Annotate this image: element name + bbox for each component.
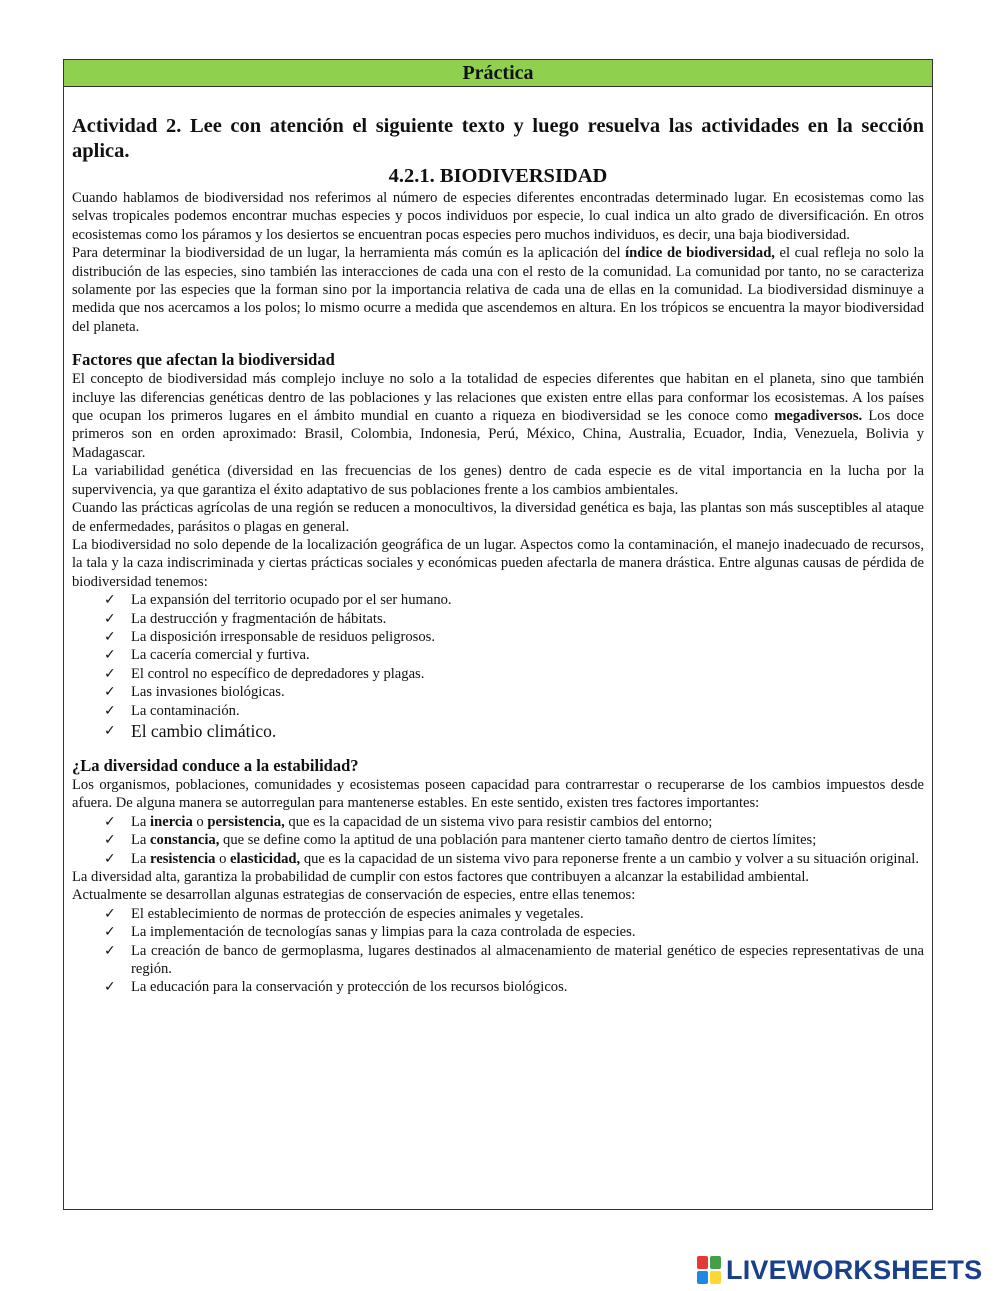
check-icon: ✓ [104, 610, 116, 627]
check-icon: ✓ [104, 942, 116, 959]
list-item: ✓ La contaminación. [104, 702, 240, 719]
stability-paragraph-3: Actualmente se desarrollan algunas estrategias de conservación de especies, entre ellas tenemos: [72, 887, 636, 904]
check-icon: ✓ [104, 592, 116, 609]
check-icon: ✓ [104, 628, 116, 645]
practice-header: Práctica [64, 60, 932, 87]
intro-paragraph-1: Cuando hablamos de biodiversidad nos referimos al número de especies diferentes encontradas determinado lugar. En ecosistemas como las selvas tropicales podemos encontrar muchas especies y pocos individuos por especie, lo cual indica un alto grado de diversificación. En otros ecosistemas como los páramos y los desiertos se encuentran pocas especies pero muchos individuos, es decir, una baja biodiversidad. [72, 190, 924, 243]
list-item: ✓ La expansión del territorio ocupado por el ser humano. [104, 592, 452, 609]
factors-paragraph-3: Cuando las prácticas agrícolas de una región se reducen a monocultivos, la diversidad genética es baja, las plantas son más susceptibles al ataque de enfermedades, parásitos o plagas en general. [72, 500, 924, 535]
list-item: ✓ La implementación de tecnologías sanas y limpias para la caza controlada de especies. [104, 924, 636, 941]
list-item: ✓ La inercia o persistencia, que es la capacidad de un sistema vivo para resistir cambios del entorno; [104, 813, 713, 830]
megadiverse-term: megadiversos. [774, 408, 863, 425]
list-item: ✓ La constancia, que se define como la aptitud de una población para mantener cierto tamaño dentro de ciertos límites; [104, 832, 817, 849]
intro-paragraph-2: Para determinar la biodiversidad de un lugar, la herramienta más común es la aplicación del índice de biodiversidad, el cual refleja no solo la distribución de las especies, sino también las interacciones de cada una con el resto de la comunidad. La comunidad por tanto, no se caracteriza solamente por las especies que la forman sino por la importancia relativa de cada una de ellas en la comunidad. La biodiversidad disminuye a medida que nos acercamos a los polos; lo mismo ocurre a medida que ascendemos en altura. En los trópicos se encuentra la mayor biodiversidad del planeta. [72, 245, 924, 335]
check-icon: ✓ [104, 665, 116, 682]
logo-block [710, 1271, 721, 1284]
biodiversity-index-term: índice de biodiversidad, [625, 245, 775, 262]
factors-paragraph-2: La variabilidad genética (diversidad en las frecuencias de los genes) dentro de cada especie es de vital importancia en la lucha por la supervivencia, ya que garantiza el éxito adaptativo de sus poblaciones frente a los cambios ambientales. [72, 463, 924, 498]
stability-factors-list [72, 813, 924, 868]
list-item: ✓ El establecimiento de normas de protección de especies animales y vegetales. [104, 905, 584, 922]
check-icon: ✓ [104, 832, 116, 849]
logo-block [697, 1271, 708, 1284]
list-item: ✓ La creación de banco de germoplasma, lugares destinados al almacenamiento de material genético de especies representativas de una región. [104, 942, 924, 978]
stability-paragraph-2: La diversidad alta, garantiza la probabilidad de cumplir con estos factores que contribuyen a alcanzar la estabilidad ambiental. [72, 869, 810, 885]
activity-title: Actividad 2. Lee con atención el siguiente texto y luego resuelva las actividades en la sección aplica. [72, 115, 924, 162]
list-item: ✓ La resistencia o elasticidad, que es la capacidad de un sistema vivo para reponerse frente a un cambio y volver a su situación original. [104, 850, 919, 867]
stability-heading: ¿La diversidad conduce a la estabilidad? [72, 755, 359, 775]
biodiversity-loss-causes-list [72, 591, 924, 742]
factors-heading: Factores que afectan la biodiversidad [72, 350, 335, 370]
stability-paragraph-1: Los organismos, poblaciones, comunidades y ecosistemas poseen capacidad para contrarrestar o recuperarse de los cambios impuestos desde afuera. De alguna manera se autorregulan para mantenerse estables. En este sentido, existen tres factores importantes: [72, 776, 924, 812]
list-item: ✓ La disposición irresponsable de residuos peligrosos. [104, 628, 435, 645]
check-icon: ✓ [104, 702, 116, 719]
check-icon: ✓ [104, 722, 116, 739]
list-item: ✓ Las invasiones biológicas. [104, 684, 285, 701]
logo-blocks-icon [697, 1256, 721, 1284]
factors-paragraph-4: La biodiversidad no solo depende de la localización geográfica de un lugar. Aspectos como la contaminación, el manejo inadecuado de recursos, la tala y la caza indiscriminada y ciertas prácticas sociales y económicas pueden afectarla de manera drástica. Entre algunas causas de pérdida de biodiversidad tenemos: [72, 536, 924, 590]
section-title: 4.2.1. BIODIVERSIDAD [388, 165, 608, 187]
check-icon: ✓ [104, 924, 116, 941]
check-icon: ✓ [104, 850, 116, 867]
check-icon: ✓ [104, 979, 116, 996]
check-icon: ✓ [104, 684, 116, 701]
list-item: ✓ La cacería comercial y furtiva. [104, 647, 310, 664]
list-item: ✓ El control no específico de depredadores y plagas. [104, 665, 425, 682]
list-item: ✓ La educación para la conservación y protección de los recursos biológicos. [104, 979, 568, 996]
check-icon: ✓ [104, 905, 116, 922]
factors-paragraph-1: El concepto de biodiversidad más complejo incluye no solo a la totalidad de especies diferentes que habitan en el planeta, sino que también incluye las diferencias genéticas dentro de las poblaciones y las relaciones que existen entre ellas para conformar los ecosistemas. A los países que ocupan los primeros lugares en el ámbito mundial en cuanto a riqueza en biodiversidad se les conoce como megadiversos. Los doce primeros son en orden aproximado: Brasil, Colombia, Indonesia, Perú, México, China, Australia, Ecuador, India, Venezuela, Bolivia y Madagascar. [72, 371, 924, 461]
conservation-strategies-list [72, 905, 924, 997]
worksheet-frame [63, 59, 933, 1210]
check-icon: ✓ [104, 647, 116, 664]
list-item: ✓ El cambio climático. [104, 720, 277, 741]
logo-text: LIVEWORKSHEETS [726, 1255, 983, 1285]
check-icon: ✓ [104, 813, 116, 830]
logo-block [710, 1256, 721, 1269]
worksheet-content [64, 87, 932, 997]
liveworksheets-logo[interactable] [697, 1256, 982, 1284]
logo-block [697, 1256, 708, 1269]
list-item: ✓ La destrucción y fragmentación de hábitats. [104, 610, 387, 627]
